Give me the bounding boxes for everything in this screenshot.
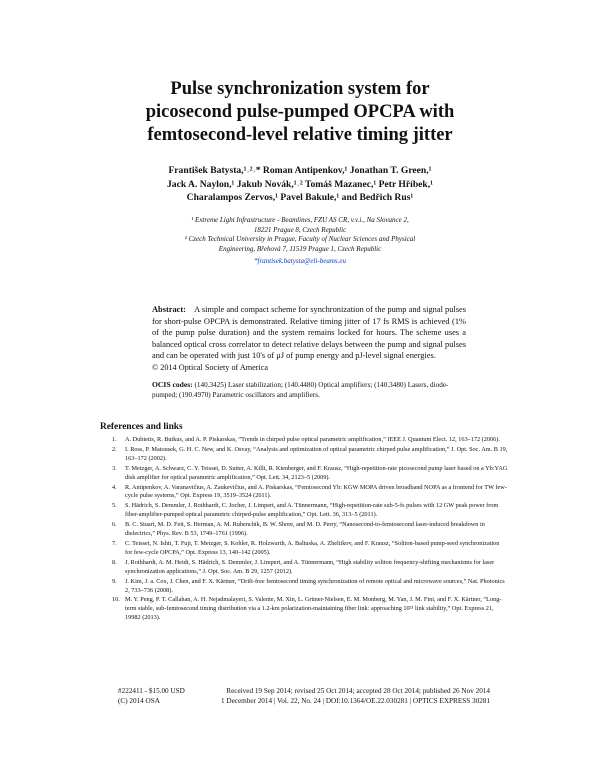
reference-text: I. Ross, P. Matousek, G. H. C. New, and K. Osvay, “Analysis and optimization of optical parametric chirped pulse amplification,” J. Opt. Soc. Am. B 19, 163–172 (2002). [125, 445, 508, 462]
reference-number: 3. [112, 464, 117, 472]
footer-row [118, 696, 490, 706]
references-heading: References and links [100, 422, 183, 432]
reference-number: 9. [112, 577, 117, 585]
ocis-label: OCIS codes: [152, 380, 193, 389]
reference-text: B. C. Stuart, M. D. Feit, S. Herman, A. M. Rubenchik, B. W. Shore, and M. D. Perry, “Nanosecond-to-femtosecond laser-induced breakdown in dielectrics,” Phys. Rev. B 53, 1749–1761 (1996). [125, 521, 485, 538]
title-line: femtosecond-level relative timing jitter [147, 125, 453, 145]
footer-row [118, 686, 490, 696]
reference-number: 7. [112, 539, 117, 547]
abstract-label: Abstract: [152, 305, 186, 314]
affiliations [120, 216, 480, 267]
reference-list [112, 436, 508, 624]
paper-title [100, 78, 500, 147]
journal-footer [118, 686, 490, 707]
reference-item [112, 578, 508, 596]
reference-item [112, 596, 508, 623]
affiliation-line: 18221 Prague 8, Czech Republic [253, 225, 347, 234]
reference-item [112, 465, 508, 483]
reference-text: A. Dubietis, R. Butkus, and A. P. Piskarskas, “Trends in chirped pulse optical parametric amplification,” IEEE J. Quantum Elect. 12, 163–172 (2006). [125, 436, 500, 443]
reference-item [112, 446, 508, 464]
reference-text: R. Antipenkov, A. Varanavičius, A. Zaukevičius, and A. Piskarskas, “Femtosecond Yb: KGW MOPA driven broadband NOPA as a frontend for TW few-cycle pulse systems,” Opt. Express 19, 3519–3524 (2011). [125, 483, 507, 500]
footer-copyright: (C) 2014 OSA [118, 697, 160, 706]
footer-citation: 1 December 2014 | Vol. 22, No. 24 | DOI:10.1364/OE.22.030281 | OPTICS EXPRESS 30281 [221, 697, 490, 706]
reference-number: 2. [112, 445, 117, 453]
reference-item [112, 502, 508, 520]
reference-text: J. Kim, J. a. Cox, J. Chen, and F. X. Kärtner, “Drift-free femtosecond timing synchronization of remote optical and microwave sources,” Nat. Photonics 2, 733–736 (2008). [125, 577, 505, 594]
reference-item [112, 559, 508, 577]
reference-number: 4. [112, 483, 117, 491]
copyright-notice: © 2014 Optical Society of America [152, 363, 269, 372]
ocis-text: (140.3425) Laser stabilization; (140.4480) Optical amplifiers; (140.3480) Lasers, diode-pumped; (190.4970) Parametric oscillators and amplifiers. [152, 381, 449, 400]
reference-item [112, 484, 508, 502]
reference-number: 8. [112, 558, 117, 566]
reference-item [112, 436, 508, 445]
reference-text: J. Rothhardt, A. M. Heidt, S. Hädrich, S. Demmler, J. Limpert, and A. Tünnermann, “High stability soliton frequency-shifting mechanisms for laser synchronization applications,” J. Opt. Soc. Am. B 29, 1257 (2012). [125, 558, 495, 575]
reference-text: S. Hädrich, S. Demmler, J. Rothhardt, C. Jocher, J. Limpert, and A. Tünnermann, “High-repetition-rate sub-5-fs pulses with 12 GW peak power from fiber-amplifier-pumped optical parametric chirped-pulse amplification,” Opt. Lett. 36, 313–5 (2011). [125, 502, 499, 519]
footer-history: Received 19 Sep 2014; revised 25 Oct 2014; accepted 28 Oct 2014; published 26 Nov 2014 [226, 687, 490, 695]
author-list [70, 164, 530, 205]
corresponding-email[interactable]: *frantisek.batysta@eli-beams.eu [254, 257, 346, 266]
abstract-text: A simple and compact scheme for synchronization of the pump and signal pulses for short-pulse OPCPA is demonstrated. Relative timing jitter of 17 fs RMS is achieved (1% of the pump pulse duration) and the system remains locked for hours. The scheme uses a balanced optical cross correlator to detect relative delays between the pump and signal pulses and can be operated with just 10's of μJ of pump energy and pJ-level signal energies. [152, 305, 466, 361]
author-line: Charalampos Zervos,¹ Pavel Bakule,¹ and Bedřich Rus¹ [186, 192, 414, 203]
author-line: František Batysta,¹˒²˒* Roman Antipenkov,¹ Jonathan T. Green,¹ [168, 165, 432, 176]
footer-price: #222411 - $15.00 USD [118, 687, 185, 695]
reference-text: C. Teisset, N. Ishii, T. Fuji, T. Metzger, S. Kohler, R. Holzwarth, A. Baltuska, A. Zheltikov, and F. Krausz, “Soliton-based pump-seed synchronization for few-cycle OPCPA,” Opt. Express 13, 140–142 (2005). [125, 539, 500, 556]
reference-number: 6. [112, 521, 117, 529]
reference-item [112, 540, 508, 558]
reference-number: 5. [112, 502, 117, 510]
author-line: Jack A. Naylon,¹ Jakub Novák,¹˒² Tomáš Mazanec,¹ Petr Hříbek,¹ [166, 178, 434, 190]
affiliation-line: ² Czech Technical University in Prague, Faculty of Nuclear Sciences and Physical [184, 235, 416, 244]
reference-number: 1. [112, 436, 117, 443]
reference-item [112, 521, 508, 539]
reference-text: T. Metzger, A. Schwarz, C. Y. Teisset, D. Sutter, A. Killi, R. Kienberger, and F. Krausz, “High-repetition-rate picosecond pump laser based on a Yb:YAG disk amplifier for optical parametric amplification,” Opt. Lett. 34, 2123–5 (2009). [125, 464, 508, 481]
affiliation-line: Engineering, Břehová 7, 11519 Prague 1, Czech Republic [218, 244, 382, 253]
abstract [152, 304, 466, 362]
reference-number: 10. [112, 596, 120, 604]
reference-text: M. Y. Peng, P. T. Callahan, A. H. Nejadmalayeri, S. Valente, M. Xin, L. Grüner-Nielsen, E. M. Monberg, M. Yan, J. M. Fini, and F. X. Kärtner, “Long-term stable, sub-femtosecond timing distribution via a 1.2-km polarization-maintaining fiber link: approaching 10²¹ link stability,” Opt. Express 21, 19982 (2013). [125, 596, 502, 622]
affiliation-line: ¹ Extreme Light Infrastructure - Beamlines, FZU AS CR, v.v.i., Na Slovance 2, [191, 216, 409, 224]
ocis-codes [152, 380, 466, 401]
title-line: Pulse synchronization system for [170, 79, 430, 99]
title-line: picosecond pulse-pumped OPCPA with [145, 102, 455, 122]
